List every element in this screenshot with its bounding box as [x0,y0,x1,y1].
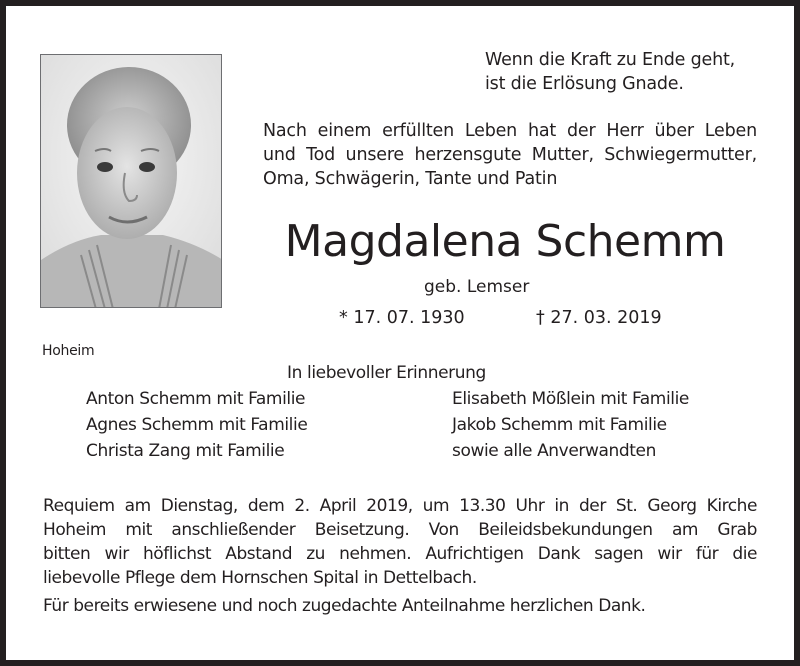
requiem-paragraph [43,494,757,590]
mourners-left-column [86,386,307,464]
requiem-line: liebevolle Pflege dem Hornschen Spital in Dettelbach. [43,568,477,588]
portrait-photo [40,54,222,308]
portrait-image-icon [41,55,222,308]
death-date: † 27. 03. 2019 [536,308,662,328]
obituary-notice [6,6,794,660]
motto [485,48,735,96]
memory-heading: In liebevoller Erinnerung [287,363,486,383]
motto-line: Wenn die Kraft zu Ende geht, [485,50,735,70]
mourner: Jakob Schemm mit Familie [452,415,667,435]
mourners-right-column [452,386,689,464]
requiem-line: bitten wir höflichst Abstand zu nehmen. Aufrichtigen Dank sagen wir für die [43,544,757,564]
mourner: Agnes Schemm mit Familie [86,415,308,435]
thanks-line: Für bereits erwiesene und noch zugedachte Anteilnahme herzlichen Dank. [43,596,646,616]
requiem-line: Requiem am Dienstag, dem 2. April 2019, um 13.30 Uhr in der St. Georg Kirche [43,496,757,516]
motto-line: ist die Erlösung Gnade. [485,74,684,94]
maiden-name: geb. Lemser [424,277,530,297]
mourner: Anton Schemm mit Familie [86,389,306,409]
intro-line: Nach einem erfüllten Leben hat der Herr über Leben [263,121,757,141]
birth-date: * 17. 07. 1930 [339,308,465,328]
mourner: Christa Zang mit Familie [86,441,285,461]
requiem-line: Hoheim mit anschließender Beisetzung. Von Beileidsbekundungen am Grab [43,520,757,540]
intro-text [263,119,757,191]
mourner: sowie alle Anverwandten [452,441,656,461]
deceased-name: Magdalena Schemm [284,216,726,267]
intro-line: und Tod unsere herzensgute Mutter, Schwiegermutter, [263,145,757,165]
intro-line: Oma, Schwägerin, Tante und Patin [263,169,558,189]
place-name: Hoheim [42,343,95,359]
mourner: Elisabeth Mößlein mit Familie [452,389,689,409]
